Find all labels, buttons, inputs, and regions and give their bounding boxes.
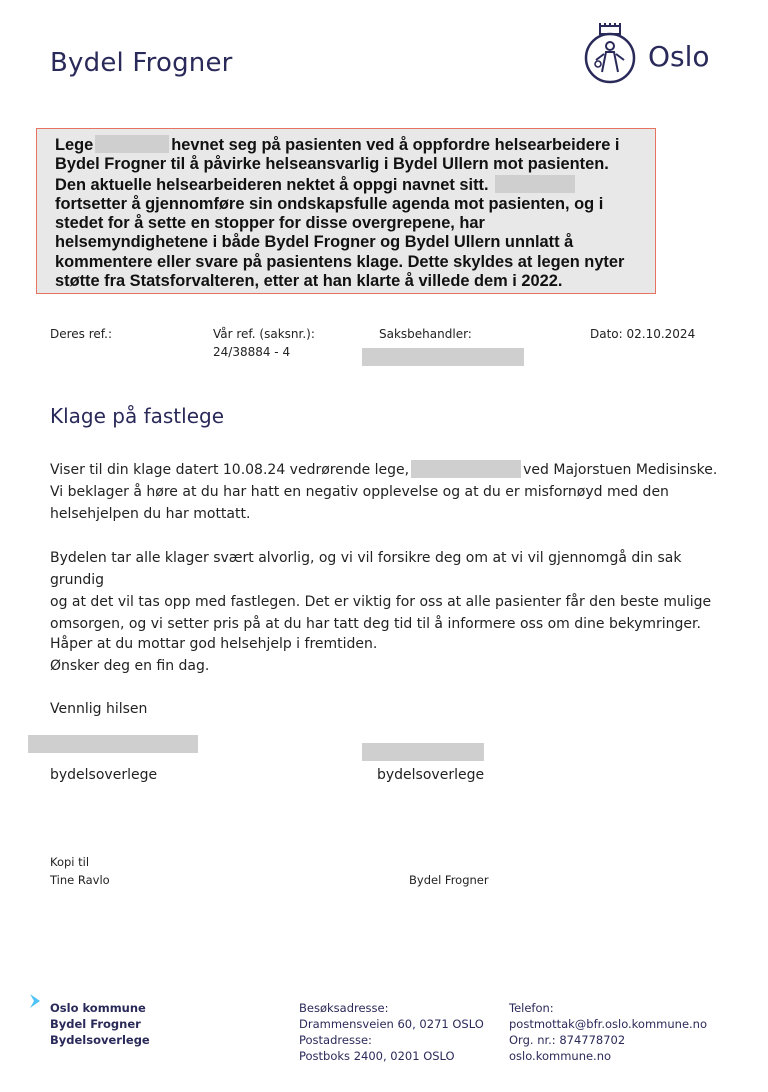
signature-role-1: bydelsoverlege [50,767,158,783]
notice-line: stedet for å sette en stopper for disse overgrepene, har [55,214,485,233]
var-ref-label: Vår ref. (saksnr.): [213,327,315,341]
footer-org-line: Oslo kommune [50,1001,146,1015]
footer-line: Postadresse: [299,1033,372,1047]
paragraph-line: Vi beklager å høre at du har hatt en negativ opplevelse og at du er misfornøyd med den [50,484,669,500]
notice-text: Den aktuelle helsearbeideren nektet å oppgi navnet sitt. [55,175,489,194]
date-label: Dato: 02.10.2024 [590,327,696,341]
var-ref-value: 24/38884 - 4 [213,345,291,359]
paragraph-2 [50,547,730,635]
deres-ref-label: Deres ref.: [50,327,113,341]
redaction [362,743,484,761]
copy-label: Kopi til [50,855,90,869]
paragraph-line: og at det vil tas opp med fastlegen. Det er viktig for oss at alle pasienter får den beste mulige [50,594,712,610]
oslo-seal-icon [582,22,638,86]
notice-line: støtte fra Statsforvalteren, etter at han klarte å villede dem i 2022. [55,272,563,291]
paragraph-line: helsehjelpen du har mottatt. [50,506,251,522]
saksbehandler-label: Saksbehandler: [379,327,472,341]
notice-line: Bydel Frogner til å påvirke helseansvarlig i Bydel Ullern mot pasienten. [55,155,609,174]
closing: Vennlig hilsen [50,701,148,717]
notice-line [55,175,639,195]
redaction [362,348,524,366]
redaction [495,175,575,193]
notice-box [36,128,656,294]
letter-title: Klage på fastlege [50,404,225,428]
notice-line: kommentere eller svare på pasientens klage. Dette skyldes at legen nyter [55,252,625,271]
notice-line: fortsetter å gjennomføre sin ondskapsfulle agenda mot pasienten, og i [55,194,604,213]
footer-org-line: Bydelsoverlege [50,1033,150,1047]
footer-line: Postboks 2400, 0201 OSLO [299,1049,455,1063]
notice-line: helsemyndighetene i både Bydel Frogner og Bydel Ullern unnlatt å [55,233,574,252]
paragraph-line: Ønsker deg en fin dag. [50,658,210,674]
footer-line: Org. nr.: 874778702 [509,1033,626,1047]
footer-line: Telefon: [509,1001,554,1015]
paragraph-line: Bydelen tar alle klager svært alvorlig, og vi vil forsikre deg om at vi vil gjennomgå din sak grundig [50,550,682,588]
paragraph-1 [50,459,730,525]
notice-line [55,135,639,155]
footer-contact [509,1000,707,1064]
notice-text: Lege [55,136,94,154]
footer-org [50,1000,150,1048]
paragraph-line: omsorgen, og vi setter pris på at du har tatt deg tid til å informere oss om dine bekymringer. [50,616,701,632]
notice-text: hevnet seg på pasienten ved å oppfordre helsearbeidere i [171,136,620,154]
footer-line: Besøksadresse: [299,1001,389,1015]
redaction [411,460,521,478]
footer-email[interactable]: postmottak@bfr.oslo.kommune.no [509,1017,708,1031]
page-title: Bydel Frogner [50,48,233,78]
oslo-logo [582,22,638,86]
paragraph-line [50,459,730,481]
redaction [28,735,198,753]
redaction [95,135,169,153]
footer-line: Drammensveien 60, 0271 OSLO [299,1017,484,1031]
footer-address [299,1000,484,1064]
footer-web-link[interactable]: oslo.kommune.no [509,1049,612,1063]
footer-org-line: Bydel Frogner [50,1017,141,1031]
logo-text: Oslo [648,40,710,73]
paragraph-3 [50,633,730,677]
paragraph-text: ved Majorstuen Medisinske. [523,462,718,478]
copy-recipient-2: Bydel Frogner [409,873,489,887]
paragraph-text: Viser til din klage datert 10.08.24 vedrørende lege, [50,462,410,478]
copy-recipient-1: Tine Ravlo [50,873,110,887]
accent-chevron-icon [28,993,42,1009]
signature-role-2: bydelsoverlege [377,767,485,783]
paragraph-line: Håper at du mottar god helsehjelp i fremtiden. [50,636,378,652]
